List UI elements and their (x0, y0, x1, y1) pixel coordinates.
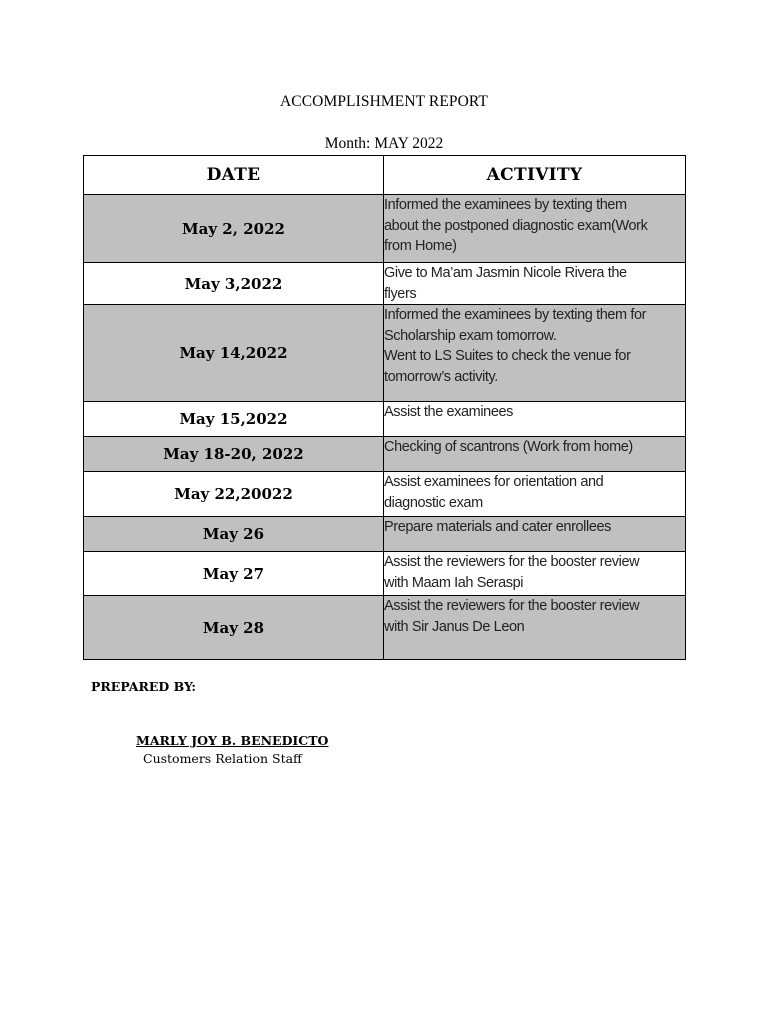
table-row (84, 402, 686, 437)
row-date: May 14,2022 (84, 305, 384, 402)
prepared-by-label: PREPARED BY: (91, 679, 196, 694)
activity-line: Assist the reviewers for the booster review (384, 598, 640, 614)
table-header-row (84, 156, 686, 195)
activity-line: Went to LS Suites to check the venue for (384, 348, 631, 364)
activity-line: Assist examinees for orientation and (384, 474, 604, 490)
row-activity (384, 402, 686, 437)
activity-line: with Sir Janus De Leon (384, 618, 525, 635)
row-date: May 15,2022 (84, 402, 384, 437)
date-column-header: DATE (84, 156, 384, 195)
row-activity (384, 195, 686, 263)
activity-line: flyers (384, 285, 417, 302)
signer-role: Customers Relation Staff (143, 751, 302, 766)
activity-line: Prepare materials and cater enrollees (384, 519, 611, 535)
signer-name: MARLY JOY B. BENEDICTO (136, 733, 329, 748)
row-date: May 27 (84, 552, 384, 596)
activity-line: Scholarship exam tomorrow. (384, 327, 557, 344)
row-activity (384, 437, 686, 472)
activity-line: Checking of scantrons (Work from home) (384, 439, 633, 455)
table-row (84, 437, 686, 472)
activity-line: with Maam Iah Seraspi (384, 574, 524, 591)
row-activity (384, 596, 686, 660)
row-activity (384, 517, 686, 552)
activity-line: Assist the examinees (384, 404, 514, 420)
activity-column-header: ACTIVITY (384, 156, 686, 195)
table-row (84, 263, 686, 305)
table-row (84, 195, 686, 263)
table-row (84, 596, 686, 660)
report-title: ACCOMPLISHMENT REPORT (279, 93, 488, 110)
activity-line: diagnostic exam (384, 494, 483, 511)
activity-line: Give to Ma’am Jasmin Nicole Rivera the (384, 265, 627, 281)
row-date: May 3,2022 (84, 263, 384, 305)
row-date: May 22,20022 (84, 472, 384, 517)
row-date: May 2, 2022 (84, 195, 384, 263)
row-date: May 28 (84, 596, 384, 660)
activity-line: tomorrow’s activity. (384, 368, 498, 385)
row-activity (384, 263, 686, 305)
table-row (84, 472, 686, 517)
row-date: May 26 (84, 517, 384, 552)
activity-line: Informed the examinees by texting them for (384, 307, 647, 323)
row-activity (384, 552, 686, 596)
activity-line: Informed the examinees by texting them (384, 197, 627, 213)
activity-line: Assist the reviewers for the booster review (384, 554, 640, 570)
accomplishment-table (83, 155, 686, 660)
activity-line: from Home) (384, 238, 457, 254)
activity-line: about the postponed diagnostic exam(Work (384, 217, 648, 234)
row-activity (384, 472, 686, 517)
table-row (84, 305, 686, 402)
table-row (84, 552, 686, 596)
table-row (84, 517, 686, 552)
row-date: May 18-20, 2022 (84, 437, 384, 472)
row-activity (384, 305, 686, 402)
report-month: Month: MAY 2022 (324, 135, 444, 152)
